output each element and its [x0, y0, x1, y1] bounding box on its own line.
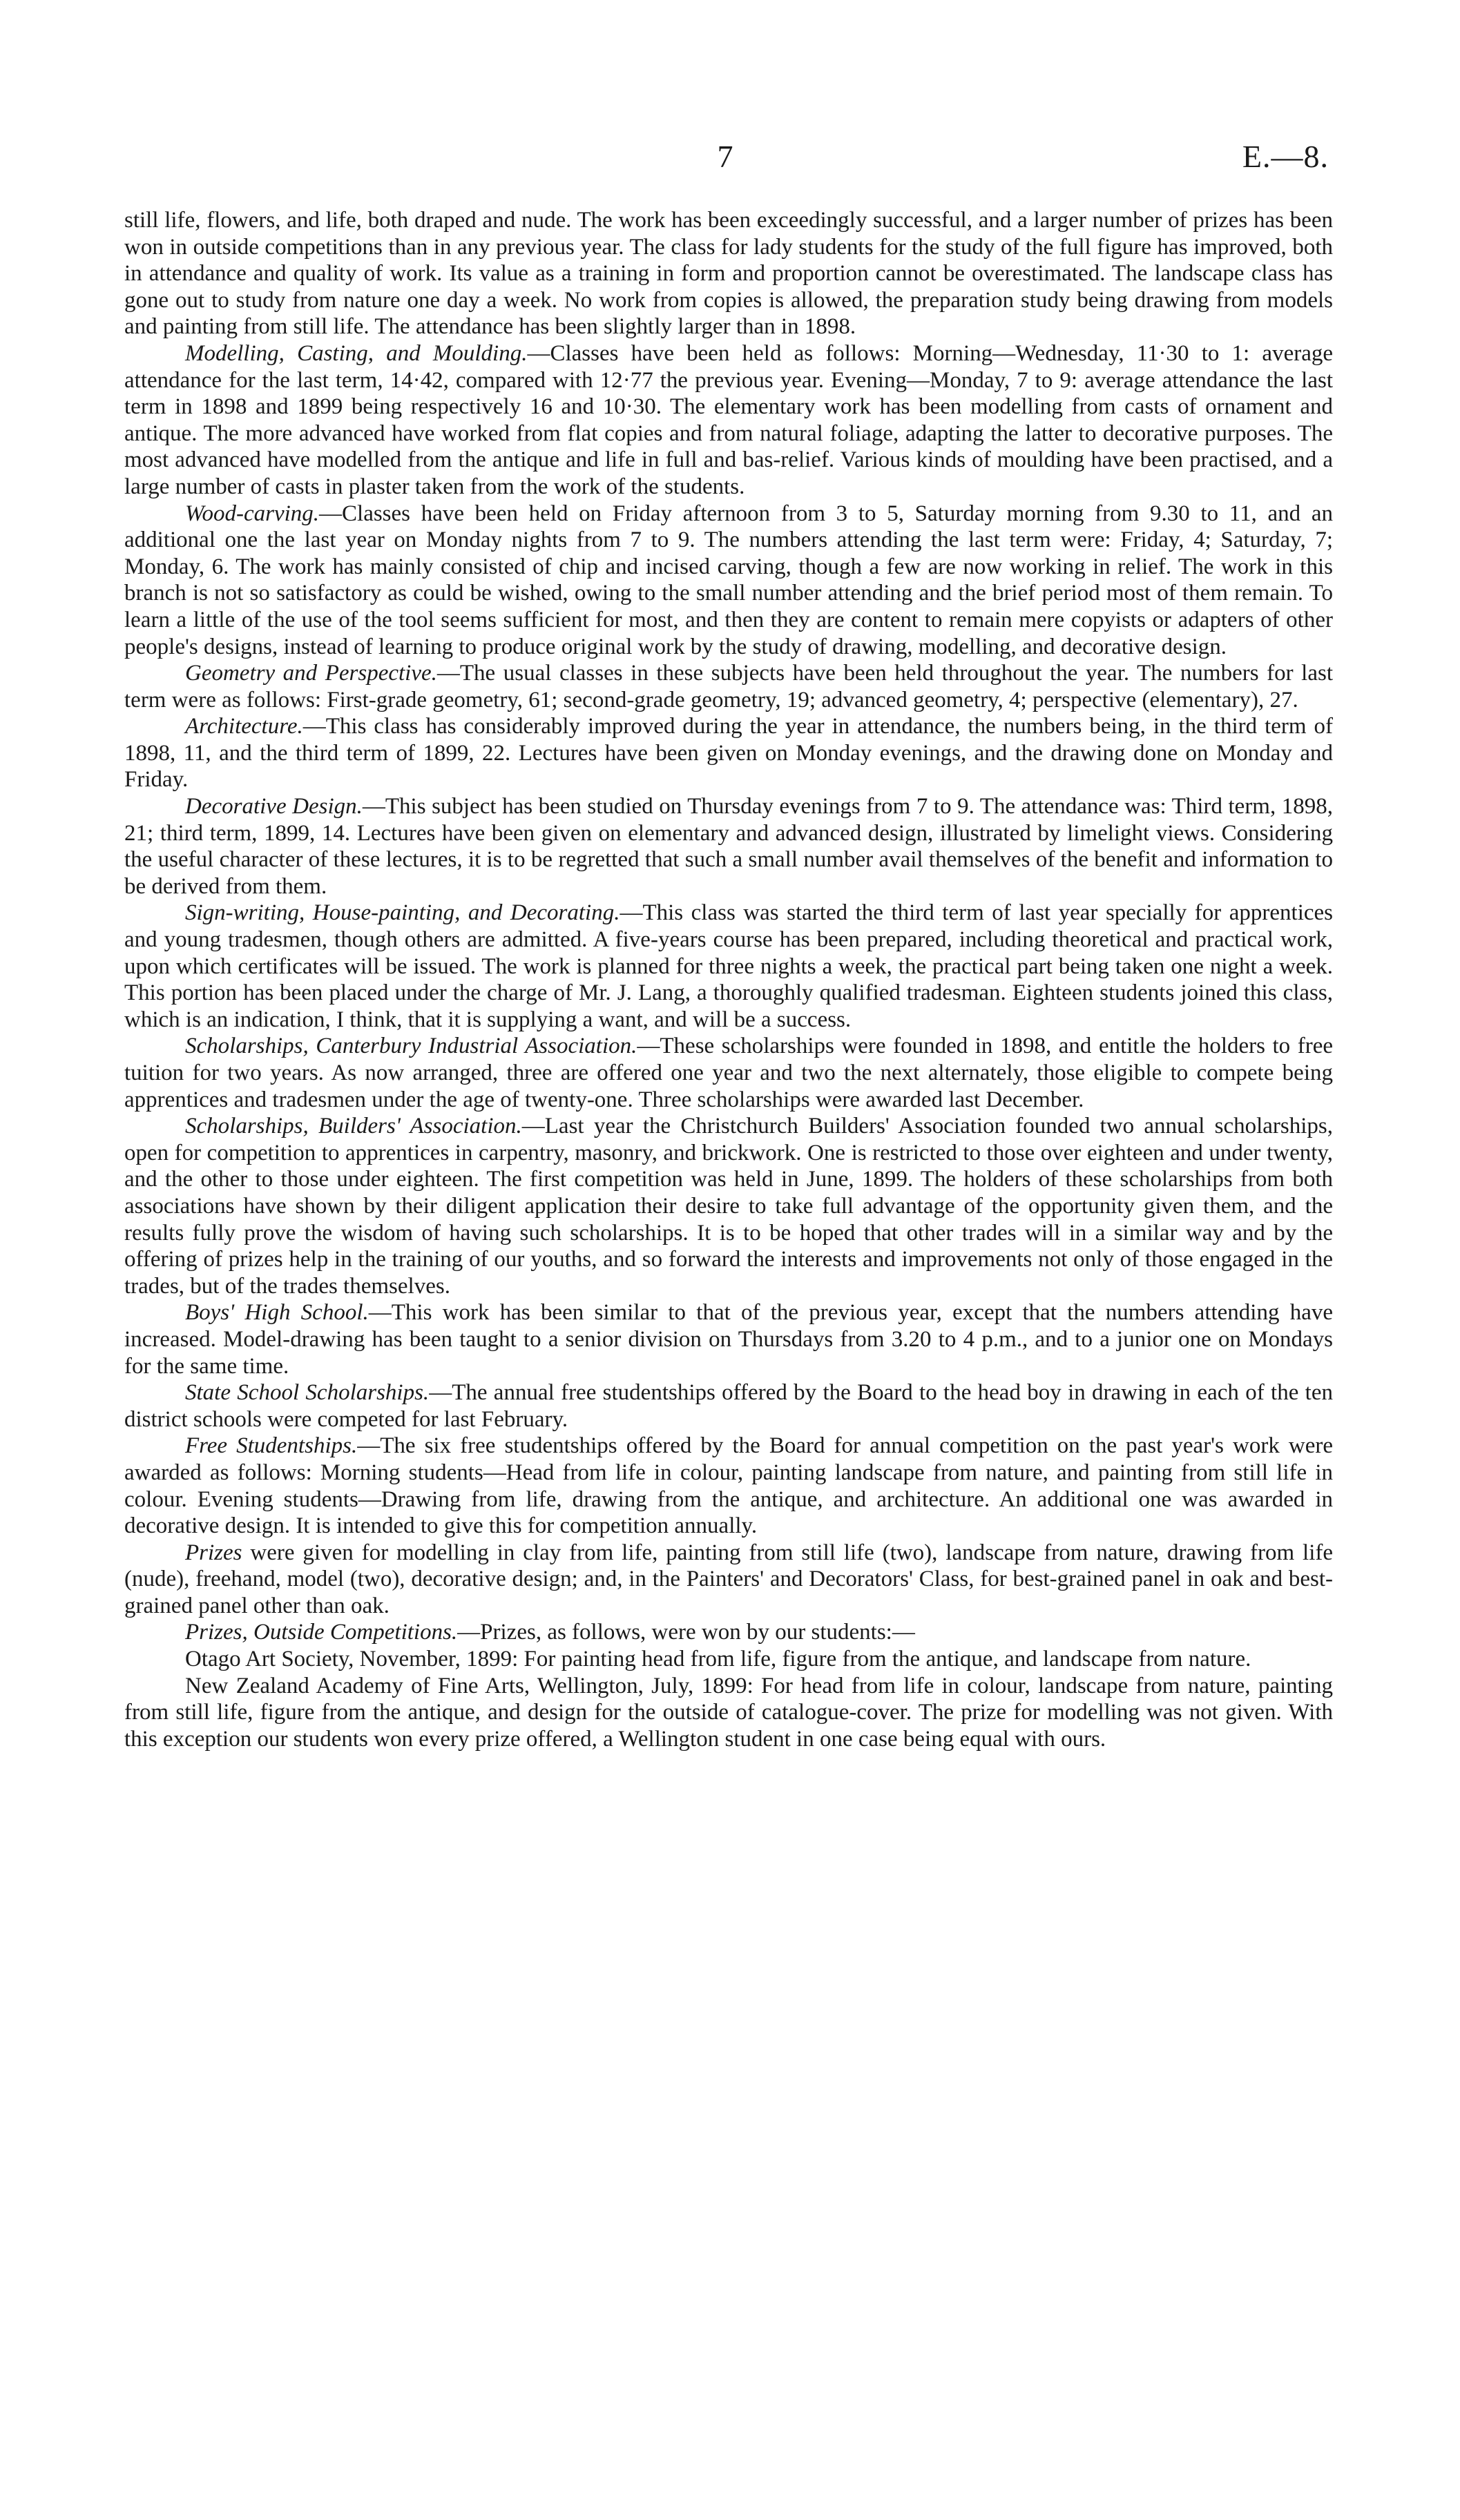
paragraph-architecture: [124, 713, 1333, 793]
paragraph-boys-high-school: [124, 1299, 1333, 1379]
section-heading: Free Studentships.: [185, 1433, 358, 1459]
section-heading: Boys' High School.: [185, 1300, 369, 1326]
section-heading: Geometry and Perspective.: [185, 661, 437, 686]
paragraph-text: were given for modelling in clay from life, painting from still life (two), landscape from nature, drawing from life (nude), freehand, model (two), decorative design; and, in the Painters' and Decorators' Class, for best-grained panel in oak and best-grained panel other than oak.: [124, 1540, 1333, 1618]
paragraph-outside-competitions: [124, 1619, 1333, 1646]
paragraph-text: —The six free studentships offered by the Board for annual competition on the past year's work were awarded as follows: Morning students—Head from life in colour, painting landscape from nature, and painting from still life in colour. Evening students—Drawing from life, drawing from the antique, and architecture. An additional one was awarded in decorative design. It is intended to give this for competition annually.: [124, 1433, 1334, 1539]
paragraph-text: Otago Art Society, November, 1899: For painting head from life, figure from the antique, and landscape from nature.: [185, 1647, 1251, 1672]
paragraph-sign-writing: [124, 900, 1333, 1033]
paragraph-text: —This work has been similar to that of the previous year, except that the numbers attending have increased. Model-drawing has been taught to a senior division on Thursdays from 3.20 to 4 p.m., and to a junior one on Mondays for the same time.: [124, 1300, 1334, 1379]
paragraph-text: still life, flowers, and life, both draped and nude. The work has been exceedingly successful, and a larger number of prizes has been won in outside competitions than in any previous year. The class for lady students for the study of the full figure has improved, both in attendance and quality of work. Its value as a training in form and proportion cannot be overestimated. The landscape class has gone out to study from nature one day a week. No work from copies is allowed, the preparation study being drawing from models and painting from still life. The attendance has been slightly larger than in 1898.: [124, 208, 1333, 340]
paragraph-text: —These scholarships were founded in 1898, and entitle the holders to free tuition for two years. As now arranged, three are offered one year and two the next alternately, those eligible to compete being apprentices and tradesmen under the age of twenty-one. Three scholarships were awarded last December.: [124, 1034, 1333, 1112]
paragraph-text: —This subject has been studied on Thursday evenings from 7 to 9. The attendance was: Third term, 1898, 21; third term, 1899, 14. Lectures have been given on elementary and advanced design, illustrated by limelight views. Considering the useful character of these lectures, it is to be regretted that such a small number avail themselves of the benefit and information to be derived from them.: [124, 794, 1333, 899]
paragraph-text: —Last year the Christchurch Builders' Association founded two annual scholarships, open for competition to apprentices in carpentry, masonry, and brickwork. One is restricted to those over eighteen and under twenty, and the other to those under eighteen. The first competition was held in June, 1899. The holders of these scholarships from both associations have shown by their diligent application their desire to take full advantage of the opportunity given them, and the results fully prove the wisdom of having such scholarships. It is to be hoped that other trades will in a similar way and by the offering of prizes help in the training of our youths, and so forward the interests and improvements not only of those engaged in the trades, but of the trades themselves.: [124, 1114, 1334, 1299]
report-body: [124, 207, 1333, 1752]
section-heading: Scholarships, Canterbury Industrial Association.: [185, 1034, 637, 1059]
section-heading: Modelling, Casting, and Moulding.: [185, 340, 528, 366]
paragraph-text: —This class was started the third term of last year specially for apprentices and young tradesmen, though others are admitted. A five-years course has been prepared, including theoretical and practical work, upon which certificates will be issued. The work is planned for three nights a week, the practical part being taken one night a week. This portion has been placed under the charge of Mr. J. Lang, a thoroughly qualified tradesman. Eighteen students joined this class, which is an indication, I think, that it is supplying a want, and will be a success.: [124, 900, 1334, 1032]
section-heading: Prizes: [185, 1540, 242, 1565]
paragraph-prizes: [124, 1540, 1333, 1620]
paragraph-text: —The usual classes in these subjects have been held throughout the year. The numbers for last term were as follows: First-grade geometry, 61; second-grade geometry, 19; advanced geometry, 4; perspective (elementary), 27.: [124, 661, 1333, 713]
section-heading: Decorative Design.: [185, 794, 363, 820]
section-heading: Architecture.: [185, 714, 303, 739]
section-heading: Scholarships, Builders' Association.: [185, 1114, 522, 1139]
paragraph-otago: [124, 1646, 1333, 1673]
paragraph-nz-academy: [124, 1673, 1333, 1753]
paragraph-scholarships-builders: [124, 1113, 1333, 1299]
paragraph-state-school: [124, 1379, 1333, 1433]
paragraph-decorative-design: [124, 793, 1333, 900]
paragraph-scholarships-cia: [124, 1033, 1333, 1113]
paragraph-wood-carving: [124, 501, 1333, 661]
section-heading: Sign-writing, House-painting, and Decorating.: [185, 900, 620, 926]
section-heading: Wood-carving.: [185, 501, 320, 526]
paragraph-text: —Prizes, as follows, were won by our students:—: [457, 1620, 915, 1645]
paragraph-text: —The annual free studentships offered by the Board to the head boy in drawing in each of the ten district schools were competed for last February.: [124, 1380, 1333, 1432]
paragraph-modelling: [124, 340, 1333, 501]
paragraph-text: New Zealand Academy of Fine Arts, Wellington, July, 1899: For head from life in colour, landscape from nature, painting from still life, figure from the antique, and design for the outside of catalogue-cover. The prize for modelling was not given. With this exception our students won every prize offered, a Wellington student in one case being equal with ours.: [124, 1673, 1333, 1752]
section-heading: State School Scholarships.: [185, 1380, 430, 1406]
page-number: 7: [717, 139, 733, 174]
paragraph-text: —Classes have been held on Friday afternoon from 3 to 5, Saturday morning from 9.30 to 11, and an additional one the last year on Monday nights from 7 to 9. The numbers attending the last term were: Friday, 4; Saturday, 7; Monday, 6. The work has mainly consisted of chip and incised carving, though a few are now working in relief. The work in this branch is not so satisfactory as could be wished, owing to the small number attending and the brief period most of them remain. To learn a little of the use of the tool seems sufficient for most, and then they are content to remain mere copyists or adapters of other people's designs, instead of learning to produce original work by the study of drawing, modelling, and decorative design.: [124, 501, 1333, 659]
paragraph-geometry: [124, 660, 1333, 713]
document-reference: E.—8.: [1242, 139, 1329, 174]
paragraph-free-studentships: [124, 1433, 1333, 1539]
paragraph-still-life: [124, 207, 1333, 340]
paragraph-text: —Classes have been held as follows: Morning—Wednesday, 11·30 to 1: average attendance for the last term, 14·42, compared with 12·77 the previous year. Evening—Monday, 7 to 9: average attendance the last term in 1898 and 1899 being respectively 16 and 10·30. The elementary work has been modelling from casts of ornament and antique. The more advanced have worked from flat copies and from natural foliage, adapting the latter to decorative purposes. The most advanced have modelled from the antique and life in full and bas-relief. Various kinds of moulding have been practised, and a large number of casts in plaster taken from the work of the students.: [124, 340, 1333, 499]
paragraph-text: —This class has considerably improved during the year in attendance, the numbers being, in the third term of 1898, 11, and the third term of 1899, 22. Lectures have been given on Monday evenings, and the drawing done on Monday and Friday.: [124, 714, 1333, 793]
section-heading: Prizes, Outside Competitions.: [185, 1620, 458, 1645]
